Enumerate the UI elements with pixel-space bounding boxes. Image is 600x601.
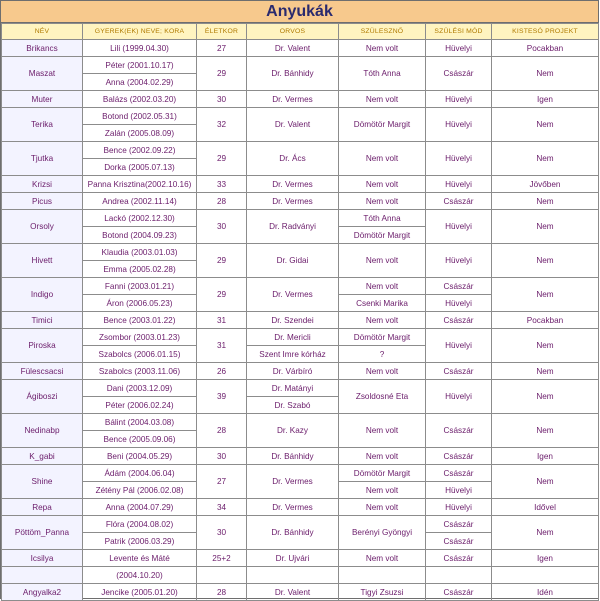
child-cell: Panna Krisztina(2002.10.16) xyxy=(83,176,197,193)
mother-name-cell: Indigo xyxy=(2,278,83,312)
page-title: Anyukák xyxy=(1,1,598,23)
birth-mode-cell: Hüvelyi xyxy=(426,40,492,57)
sibling-project-cell: Igen xyxy=(492,91,599,108)
mother-name-cell: Muter xyxy=(2,91,83,108)
age-cell: 32 xyxy=(197,108,247,142)
child-cell: Ádám (2004.06.04) xyxy=(83,465,197,482)
child-cell: Dani (2003.12.09) xyxy=(83,380,197,397)
child-cell: Áron (2006.05.23) xyxy=(83,295,197,312)
child-cell: Szabolcs (2003.11.06) xyxy=(83,363,197,380)
table-row xyxy=(2,57,599,74)
child-cell: Klaudia (2003.01.03) xyxy=(83,244,197,261)
midwife-cell: Nem volt xyxy=(339,40,426,57)
sibling-project-cell: Nem xyxy=(492,329,599,363)
birth-mode-cell: Hüvelyi xyxy=(426,295,492,312)
doctor-cell: Dr. Vermes xyxy=(247,193,339,210)
birth-mode-cell: Császár xyxy=(426,550,492,567)
child-cell: Szabolcs (2006.01.15) xyxy=(83,346,197,363)
midwife-cell: Zsoldosné Eta xyxy=(339,380,426,414)
child-cell: Zalán (2005.08.09) xyxy=(83,125,197,142)
table-row xyxy=(2,567,599,584)
child-cell: Jencike (2005.01.20) xyxy=(83,584,197,601)
midwife-cell: Dömötör Margit xyxy=(339,227,426,244)
birth-mode-cell: Hüvelyi xyxy=(426,244,492,278)
doctor-cell: Dr. Bánhidy xyxy=(247,516,339,550)
doctor-cell: Dr. Szendei xyxy=(247,312,339,329)
mother-name-cell: Brikancs xyxy=(2,40,83,57)
child-cell: Andrea (2002.11.14) xyxy=(83,193,197,210)
birth-mode-cell: Hüvelyi xyxy=(426,91,492,108)
sibling-project-cell: Nem xyxy=(492,516,599,550)
age-cell: 25+2 xyxy=(197,550,247,567)
doctor-cell: Dr. Bánhidy xyxy=(247,448,339,465)
doctor-cell: Dr. Valent xyxy=(247,108,339,142)
table-row xyxy=(2,465,599,482)
age-cell: 29 xyxy=(197,244,247,278)
mothers-table xyxy=(1,23,599,601)
child-cell: (2004.10.20) xyxy=(83,567,197,584)
sibling-project-cell: Nem xyxy=(492,193,599,210)
header-cell-project: KISTESÓ PROJEKT xyxy=(492,24,599,40)
mother-name-cell: Terika xyxy=(2,108,83,142)
table-row xyxy=(2,312,599,329)
table-row xyxy=(2,176,599,193)
midwife-cell: Dömötör Margit xyxy=(339,329,426,346)
midwife-cell: Nem volt xyxy=(339,193,426,210)
child-cell: Zsombor (2003.01.23) xyxy=(83,329,197,346)
table-row xyxy=(2,584,599,601)
doctor-cell xyxy=(247,567,339,584)
mother-name-cell: Repa xyxy=(2,499,83,516)
midwife-cell: Berényi Gyöngyi xyxy=(339,516,426,550)
age-cell: 28 xyxy=(197,193,247,210)
midwife-cell: Nem volt xyxy=(339,363,426,380)
birth-mode-cell: Császár xyxy=(426,448,492,465)
mother-name-cell: Orsoly xyxy=(2,210,83,244)
child-cell: Péter (2006.02.24) xyxy=(83,397,197,414)
doctor-cell: Dr. Radványi xyxy=(247,210,339,244)
child-cell: Lili (1999.04.30) xyxy=(83,40,197,57)
sibling-project-cell: Nem xyxy=(492,380,599,414)
child-cell: Beni (2004.05.29) xyxy=(83,448,197,465)
age-cell: 29 xyxy=(197,57,247,91)
birth-mode-cell: Császár xyxy=(426,193,492,210)
header-cell-age: ÉLETKOR xyxy=(197,24,247,40)
table-row xyxy=(2,108,599,125)
mother-name-cell: Tjutka xyxy=(2,142,83,176)
child-cell: Anna (2004.07.29) xyxy=(83,499,197,516)
birth-mode-cell: Császár xyxy=(426,414,492,448)
table-row xyxy=(2,210,599,227)
doctor-cell: Dr. Vermes xyxy=(247,91,339,108)
doctor-cell: Dr. Szabó xyxy=(247,397,339,414)
header-row xyxy=(2,24,599,40)
sibling-project-cell xyxy=(492,567,599,584)
birth-mode-cell: Császár xyxy=(426,533,492,550)
sibling-project-cell: Nem xyxy=(492,108,599,142)
birth-mode-cell: Hüvelyi xyxy=(426,499,492,516)
child-cell: Botond (2004.09.23) xyxy=(83,227,197,244)
midwife-cell: Nem volt xyxy=(339,499,426,516)
midwife-cell: Nem volt xyxy=(339,91,426,108)
table-row xyxy=(2,363,599,380)
birth-mode-cell: Császár xyxy=(426,516,492,533)
sibling-project-cell: Igen xyxy=(492,550,599,567)
age-cell: 30 xyxy=(197,516,247,550)
table-row xyxy=(2,91,599,108)
sibling-project-cell: Nem xyxy=(492,210,599,244)
mother-name-cell: K_gabi xyxy=(2,448,83,465)
mother-name-cell: Ágiboszi xyxy=(2,380,83,414)
birth-mode-cell: Hüvelyi xyxy=(426,176,492,193)
age-cell: 33 xyxy=(197,176,247,193)
birth-mode-cell: Császár xyxy=(426,363,492,380)
mother-name-cell: Icsilya xyxy=(2,550,83,567)
sibling-project-cell: Pocakban xyxy=(492,40,599,57)
sibling-project-cell: Nem xyxy=(492,142,599,176)
doctor-cell: Dr. Vermes xyxy=(247,499,339,516)
table-row xyxy=(2,550,599,567)
sibling-project-cell: Idén xyxy=(492,584,599,601)
mother-name-cell: Piroska xyxy=(2,329,83,363)
child-cell: Levente és Máté xyxy=(83,550,197,567)
mother-name-cell: Pöttöm_Panna xyxy=(2,516,83,550)
birth-mode-cell: Császár xyxy=(426,584,492,601)
age-cell: 29 xyxy=(197,142,247,176)
doctor-cell: Dr. Kazy xyxy=(247,414,339,448)
midwife-cell: Nem volt xyxy=(339,414,426,448)
table-row xyxy=(2,380,599,397)
doctor-cell: Dr. Mericli xyxy=(247,329,339,346)
mother-name-cell: Hivett xyxy=(2,244,83,278)
midwife-cell: Nem volt xyxy=(339,176,426,193)
table-row xyxy=(2,193,599,210)
age-cell: 29 xyxy=(197,278,247,312)
table-row xyxy=(2,414,599,431)
sibling-project-cell: Pocakban xyxy=(492,312,599,329)
age-cell: 30 xyxy=(197,210,247,244)
child-cell: Bence (2002.09.22) xyxy=(83,142,197,159)
doctor-cell: Dr. Valent xyxy=(247,40,339,57)
sibling-project-cell: Nem xyxy=(492,278,599,312)
table-row xyxy=(2,499,599,516)
header-cell-midwife: SZÜLESZNŐ xyxy=(339,24,426,40)
child-cell: Dorka (2005.07.13) xyxy=(83,159,197,176)
mother-name-cell: Angyalka2 xyxy=(2,584,83,601)
mother-name-cell: Nedinabp xyxy=(2,414,83,448)
table-body xyxy=(2,24,599,601)
mother-name-cell xyxy=(2,567,83,584)
child-cell: Péter (2001.10.17) xyxy=(83,57,197,74)
doctor-cell: Dr. Vermes xyxy=(247,465,339,499)
birth-mode-cell: Hüvelyi xyxy=(426,142,492,176)
age-cell: 27 xyxy=(197,40,247,57)
mother-name-cell: Shine xyxy=(2,465,83,499)
midwife-cell xyxy=(339,567,426,584)
mother-name-cell: Picus xyxy=(2,193,83,210)
sibling-project-cell: Jövőben xyxy=(492,176,599,193)
midwife-cell: Dömötör Margit xyxy=(339,108,426,142)
header-cell-children: GYEREK(EK) NEVE; KORA xyxy=(83,24,197,40)
child-cell: Bálint (2004.03.08) xyxy=(83,414,197,431)
doctor-cell: Dr. Vermes xyxy=(247,176,339,193)
table-row xyxy=(2,278,599,295)
birth-mode-cell: Hüvelyi xyxy=(426,210,492,244)
midwife-cell: Dömötör Margit xyxy=(339,465,426,482)
birth-mode-cell: Császár xyxy=(426,57,492,91)
age-cell: 26 xyxy=(197,363,247,380)
mother-name-cell: Timici xyxy=(2,312,83,329)
mother-name-cell: Fülescsacsi xyxy=(2,363,83,380)
child-cell: Balázs (2002.03.20) xyxy=(83,91,197,108)
table-row xyxy=(2,142,599,159)
sibling-project-cell: Nem xyxy=(492,414,599,448)
midwife-cell: Nem volt xyxy=(339,550,426,567)
midwife-cell: Csenki Marika xyxy=(339,295,426,312)
age-cell: 28 xyxy=(197,584,247,601)
table-row xyxy=(2,40,599,57)
doctor-cell: Szent Imre kórház xyxy=(247,346,339,363)
sibling-project-cell: Nem xyxy=(492,363,599,380)
table-row xyxy=(2,244,599,261)
table-row xyxy=(2,329,599,346)
age-cell: 31 xyxy=(197,312,247,329)
birth-mode-cell xyxy=(426,567,492,584)
child-cell: Emma (2005.02.28) xyxy=(83,261,197,278)
age-cell: 28 xyxy=(197,414,247,448)
child-cell: Patrik (2006.03.29) xyxy=(83,533,197,550)
birth-mode-cell: Hüvelyi xyxy=(426,482,492,499)
header-cell-name: NÉV xyxy=(2,24,83,40)
midwife-cell: Nem volt xyxy=(339,448,426,465)
midwife-cell: Nem volt xyxy=(339,244,426,278)
header-cell-birth-mode: SZÜLÉSI MÓD xyxy=(426,24,492,40)
birth-mode-cell: Császár xyxy=(426,312,492,329)
birth-mode-cell: Császár xyxy=(426,278,492,295)
doctor-cell: Dr. Gidai xyxy=(247,244,339,278)
birth-mode-cell: Hüvelyi xyxy=(426,329,492,363)
child-cell: Lackó (2002.12.30) xyxy=(83,210,197,227)
age-cell: 30 xyxy=(197,91,247,108)
age-cell: 39 xyxy=(197,380,247,414)
sibling-project-cell: Nem xyxy=(492,57,599,91)
sibling-project-cell: Nem xyxy=(492,244,599,278)
child-cell: Anna (2004.02.29) xyxy=(83,74,197,91)
child-cell: Bence (2003.01.22) xyxy=(83,312,197,329)
midwife-cell: Nem volt xyxy=(339,278,426,295)
doctor-cell: Dr. Ujvári xyxy=(247,550,339,567)
child-cell: Bence (2005.09.06) xyxy=(83,431,197,448)
mother-name-cell: Maszat xyxy=(2,57,83,91)
sibling-project-cell: Igen xyxy=(492,448,599,465)
doctor-cell: Dr. Valent xyxy=(247,584,339,601)
table-row xyxy=(2,516,599,533)
age-cell: 31 xyxy=(197,329,247,363)
child-cell: Botond (2002.05.31) xyxy=(83,108,197,125)
midwife-cell: Nem volt xyxy=(339,482,426,499)
birth-mode-cell: Hüvelyi xyxy=(426,380,492,414)
child-cell: Fanni (2003.01.21) xyxy=(83,278,197,295)
age-cell: 27 xyxy=(197,465,247,499)
header-cell-doctor: ORVOS xyxy=(247,24,339,40)
age-cell: 30 xyxy=(197,448,247,465)
birth-mode-cell: Hüvelyi xyxy=(426,108,492,142)
table-row xyxy=(2,448,599,465)
doctor-cell: Dr. Vermes xyxy=(247,278,339,312)
age-cell xyxy=(197,567,247,584)
midwife-cell: Tóth Anna xyxy=(339,210,426,227)
midwife-cell: Nem volt xyxy=(339,142,426,176)
midwife-cell: Tóth Anna xyxy=(339,57,426,91)
mother-name-cell: Krizsi xyxy=(2,176,83,193)
doctor-cell: Dr. Várbíró xyxy=(247,363,339,380)
sibling-project-cell: Idővel xyxy=(492,499,599,516)
sibling-project-cell: Nem xyxy=(492,465,599,499)
doctor-cell: Dr. Matányi xyxy=(247,380,339,397)
doctor-cell: Dr. Bánhidy xyxy=(247,57,339,91)
child-cell: Zétény Pál (2006.02.08) xyxy=(83,482,197,499)
midwife-cell: Tigyi Zsuzsi xyxy=(339,584,426,601)
birth-mode-cell: Császár xyxy=(426,465,492,482)
child-cell: Flóra (2004.08.02) xyxy=(83,516,197,533)
midwife-cell: Nem volt xyxy=(339,312,426,329)
midwife-cell: ? xyxy=(339,346,426,363)
doctor-cell: Dr. Ács xyxy=(247,142,339,176)
age-cell: 34 xyxy=(197,499,247,516)
